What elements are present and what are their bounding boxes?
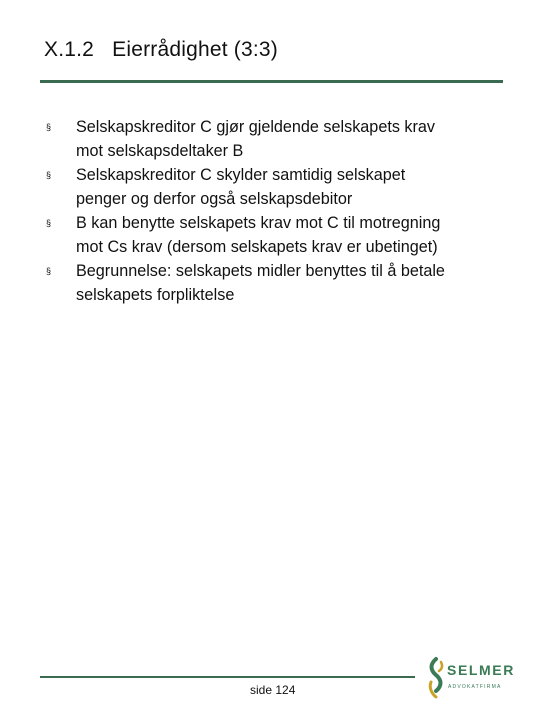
title-divider (40, 80, 503, 83)
bullet-mark: § (46, 218, 52, 228)
page-number: side 124 (250, 683, 296, 697)
footer-divider (40, 676, 415, 678)
logo-wordmark: SELMER (447, 662, 515, 678)
bullet-text: Selskapskreditor C skylder samtidig selskapet penger og derfor også selskapsdebitor (76, 166, 406, 208)
bullet-item (44, 163, 514, 211)
bullet-list (44, 115, 514, 307)
slide-title: X.1.2 Eierrådighet (3:3) (44, 38, 278, 61)
selmer-logo (427, 656, 515, 700)
selmer-logo-icon (427, 656, 445, 700)
bullet-item (44, 259, 514, 307)
bullet-text: Selskapskreditor C gjør gjeldende selskapets krav mot selskapsdeltaker B (76, 118, 435, 160)
bullet-text: B kan benytte selskapets krav mot C til motregning mot Cs krav (dersom selskapets krav er ubetinget) (76, 214, 441, 256)
bullet-mark: § (46, 266, 52, 276)
bullet-text: Begrunnelse: selskapets midler benyttes til å betale selskapets forpliktelse (76, 262, 445, 304)
bullet-mark: § (46, 170, 52, 180)
bullet-item (44, 211, 514, 259)
bullet-mark: § (46, 122, 52, 132)
bullet-item (44, 115, 514, 163)
logo-subtitle: ADVOKATFIRMA (448, 684, 502, 690)
